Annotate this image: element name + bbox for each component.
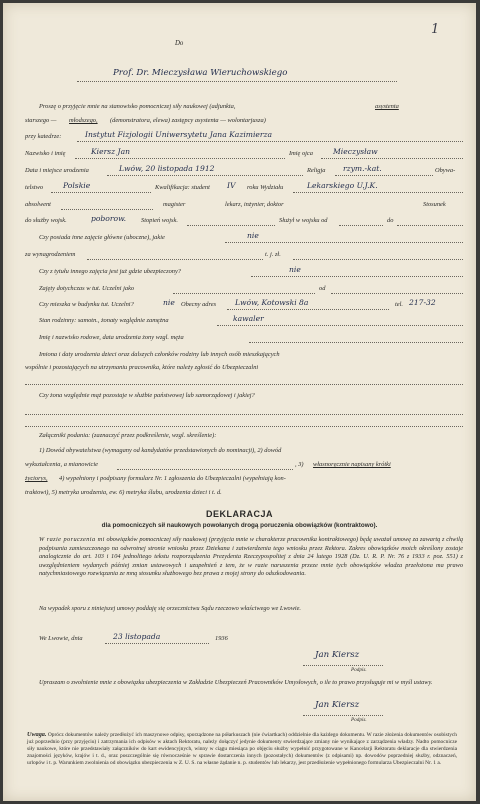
zajety-label: Zajęty dotychczas w tut. Uczelni jako [39, 285, 135, 292]
religja-label: Religja [307, 167, 326, 174]
magister-label: magister [163, 201, 186, 208]
request-asystenta: asystenta [375, 103, 399, 110]
adres-line [227, 309, 389, 310]
signature-2: Jan Kiersz [315, 700, 360, 710]
absolwent-line [61, 209, 153, 210]
sluzba-value: poborow. [91, 214, 127, 223]
wydzial-value: Lekarskiego U.J.K. [307, 181, 378, 190]
uwaga-text: Oprócz dokumentów należy przedłożyć ich maszynowe odpisy, sporządzone na półarkuszach (nie ćwiartkach) oddzielnie dla każdego dokumentu. W razie złożenia dokumentów osobistych już poprzednio (przy przyjęciu) i zatrzymania ich odpisów w aktach Rektoratu, należy dołączyć jedynie dokumenty stwierdzające zmiany nie wynikające z zarządzenia władzy. Nadto pomocnicze siły naukowe, które nie przedstawiały załączników do kart ewidencyjnych, winny w ciągu miesiąca po objęciu służby wypełnić przygotowane w Kancelarji Rektoratu deklaracje dla stwierdzenia znajomości języków, krajów i t. d., oraz poszczególnie się równocześnie w sprawie dostarczenia innych (pozostałych) dokumentów (z odpisami) np. dowodów poprzedniej służby, odznaczeń, urlopów i t. p. Warunkiem zwolnienia od obowiązku ubezpieczenia w Z. U. S. na własne żądanie n. p. studentów lub lekarzy, jest przedłożenie wypełnionego formularza Ubezpieczalni Nr. 1 a. [27, 732, 457, 767]
we-lwowie-label: We Lwowie, dnia [39, 635, 83, 642]
uwaga-label: Uwaga. [27, 731, 47, 738]
imie-zony: Imię i nazwisko rodowe, data urodzenia żony wzgl. męża [39, 334, 184, 341]
nazwisko-line [75, 158, 285, 159]
deklaracja-title: DEKLARACJA [205, 509, 273, 519]
lekarz-label: lekarz, inżynier, doktor [225, 201, 284, 208]
obywatelstwo-value: Polskie [63, 181, 91, 190]
zajety-od-line [331, 293, 463, 294]
mieszka-label: Czy mieszka w budynku tut. Uczelni? [39, 301, 134, 308]
mieszka-value: nie [163, 298, 175, 307]
nazwisko-value: Kiersz Jan [91, 147, 130, 156]
obywatelstwo-line [51, 192, 151, 193]
zal-3b: 4) wypełniony i podpisany formularz Nr. 1 zgłoszenia do Ubezpieczalni (wypełniają kon- [59, 475, 286, 482]
religja-line [335, 175, 433, 176]
stan-line [217, 325, 463, 326]
zal-2a: wykształcenia, a mianowicie [25, 461, 98, 468]
adres-label: Obecny adres [181, 301, 217, 308]
deklaracja-body [39, 536, 463, 579]
kwalif-label: Kwalifikacja: student [155, 184, 210, 191]
stopien-label: Stopień wojsk. [141, 217, 178, 224]
stan-label: Stan rodzinny: samotn., żonaty względnie zamężna [39, 317, 169, 324]
zona-label: Czy żona względnie mąż pozostaje w służbie państwowej lub samorządowej i jakiej? [39, 392, 255, 399]
adres-value: Lwów, Kotowski 8a [235, 298, 309, 307]
tjzl-label: t. j. zł. [265, 251, 281, 258]
urodz-value: Lwów, 20 listopada 1912 [119, 164, 215, 173]
request-line2a: starszego — [25, 117, 57, 124]
sluzyl-label: Służył w wojsku od [279, 217, 328, 224]
ubezp-label: Czy z tytułu innego zajęcia jest już gdzie ubezpieczony? [39, 268, 181, 275]
ubezp-line [251, 276, 463, 277]
date-value: 23 listopada [113, 632, 161, 641]
do-label: Do [175, 40, 184, 47]
ojca-value: Mieczysław [333, 147, 378, 156]
date-line [105, 643, 209, 644]
request-mlodszego: młodszego, [69, 117, 98, 124]
imiona-line2: wspólnie i pozostających na utrzymaniu pracownika, które należy zgłosić do Ubezpieczalni [25, 364, 259, 371]
zona-line-a [25, 414, 463, 415]
sig2-line [303, 715, 383, 716]
ojca-label: Imię ojca [289, 150, 313, 157]
ubezp-value: nie [289, 265, 301, 274]
zajecie-line [225, 242, 463, 243]
sluzyl-do: do [387, 217, 394, 224]
zajecie-label: Czy posiada inne zajęcie główne (uboczne), jakie [39, 234, 165, 241]
zal-2-line [117, 469, 293, 470]
zajety-line [173, 293, 315, 294]
request-line1: Proszę o przyjęcie mnie na stanowisko pomocniczej siły naukowej (adjunkta, [39, 103, 236, 110]
kwalif-value: IV [227, 181, 236, 190]
stopien-line [187, 225, 275, 226]
katedra-label: przy katedrze: [25, 133, 62, 140]
sig1-line [303, 665, 383, 666]
zal-3a: życiorys, [25, 475, 48, 482]
podpis-label-1: Podpis. [351, 667, 367, 673]
recipient: Prof. Dr. Mieczysława Wieruchowskiego [113, 68, 288, 78]
obywatelstwo-label: telstwo [25, 184, 44, 191]
sluzba-label: do służby wojsk. [25, 217, 67, 224]
wynagr-line [87, 259, 263, 260]
katedra-value: Instytut Fizjologii Uniwersytetu Jana Kazimierza [85, 130, 273, 139]
zajecie-value: nie [247, 231, 259, 240]
imiona-line1: Imiona i daty urodzenia dzieci oraz dalszych członków rodziny lub innych osób mieszkających [39, 351, 280, 358]
uwaga-note [27, 731, 457, 767]
obywa-label: Obywa- [435, 167, 456, 174]
tel-label: tel. [395, 301, 403, 308]
page-number: 1 [431, 22, 440, 37]
imiona-line-a [25, 384, 463, 385]
katedra-line [77, 141, 463, 142]
imie-zony-line [249, 342, 463, 343]
dekl-lead: W razie poruczenia mi [39, 536, 105, 543]
zal-2c: własnoręcznie napisany krótki [313, 461, 391, 468]
religja-value: rzym.-kat. [343, 164, 382, 173]
zalaczniki-line1: Załączniki podania: (zaznaczyć przez podkreślenie, wzgl. skreślenie): [39, 432, 217, 439]
zal-4: traktowi), 5) metryka urodzenia, ew. 6) metryka ślubu, urodzenia dzieci i t. d. [25, 489, 222, 496]
request-line2b: (demonstratora, elewa) zastępcy asystenta — wolontarjusza) [110, 117, 266, 124]
stan-value: kawaler [233, 314, 264, 323]
tel-value: 217-32 [409, 298, 436, 307]
dekl-sad: Na wypadek sporu z niniejszej umowy poddaję się orzecznictwu Sądu rzeczowo właściwego we Lwowie. [39, 605, 302, 612]
dekl-text: obowiązków pomocniczej siły naukowej (przyjęcia mnie w charakterze pracownika kontraktowego) będę uważał umowę za zawartą z chwilą podpisania zamieszczonego na odwrotnej stronie wniosku przez Dziekana i zatwierdzenia tego wniosku przez Rektora. Zakres obowiązków moich określony zostaje analogicznie do art. 103 i 104 jednolitego tekstu rozporządzenia Prezydenta Rzeczypospolitej z dnia 24 lutego 1928 (Dz. U. R. P. Nr. 76 z 1933 r. poz. 551) z uwzględnieniem wydanych później zmian ustawowych i uzupełnień z tem, że w razie naruszenia przeze mnie tych obowiązków władza przełożona ma prawo natychmiastowego rozwiązania ze mną stosunku służbowego bez prawa z mojej strony do odszkodowania. [39, 536, 464, 578]
ojca-line [321, 158, 463, 159]
document-page [3, 3, 476, 801]
zal-1a: 1) Dowód obywatelstwa (wymagany od kandydatów przedstawionych do nominacji), 2) dowód [39, 447, 282, 454]
sluzyl-line [339, 225, 383, 226]
year-label: 1936 [215, 635, 228, 642]
nazwisko-label: Nazwisko i imię [25, 150, 66, 157]
recipient-line [77, 81, 397, 82]
rok-label: roku Wydziału [247, 184, 284, 191]
stosunek-label: Stosunek [423, 201, 446, 208]
tjzl-line [293, 259, 463, 260]
urodz-label: Data i miejsce urodzenia [25, 167, 89, 174]
zajety-od: od [319, 285, 326, 292]
sluzyl-do-line [397, 225, 463, 226]
podpis-label-2: Podpis. [351, 717, 367, 723]
absolwent-label: absolwent [25, 201, 51, 208]
wydzial-line [293, 192, 463, 193]
signature-1: Jan Kiersz [315, 650, 360, 660]
urodz-line [107, 175, 303, 176]
wynagr-label: za wynagrodzeniem [25, 251, 76, 258]
zal-2b: , 3) [295, 461, 304, 468]
upraszam: Upraszam o zwolnienie mnie z obowiązku ubezpieczenia w Zakładzie Ubezpieczeń Pracowników Umysłowych, o ile to prawo przysługuje mi w myśl ustawy. [39, 679, 433, 686]
zona-line-b [25, 426, 463, 427]
deklaracja-subtitle: dla pomocniczych sił naukowych powołanych drogą poruczenia obowiązków (kontraktowo). [101, 522, 378, 529]
